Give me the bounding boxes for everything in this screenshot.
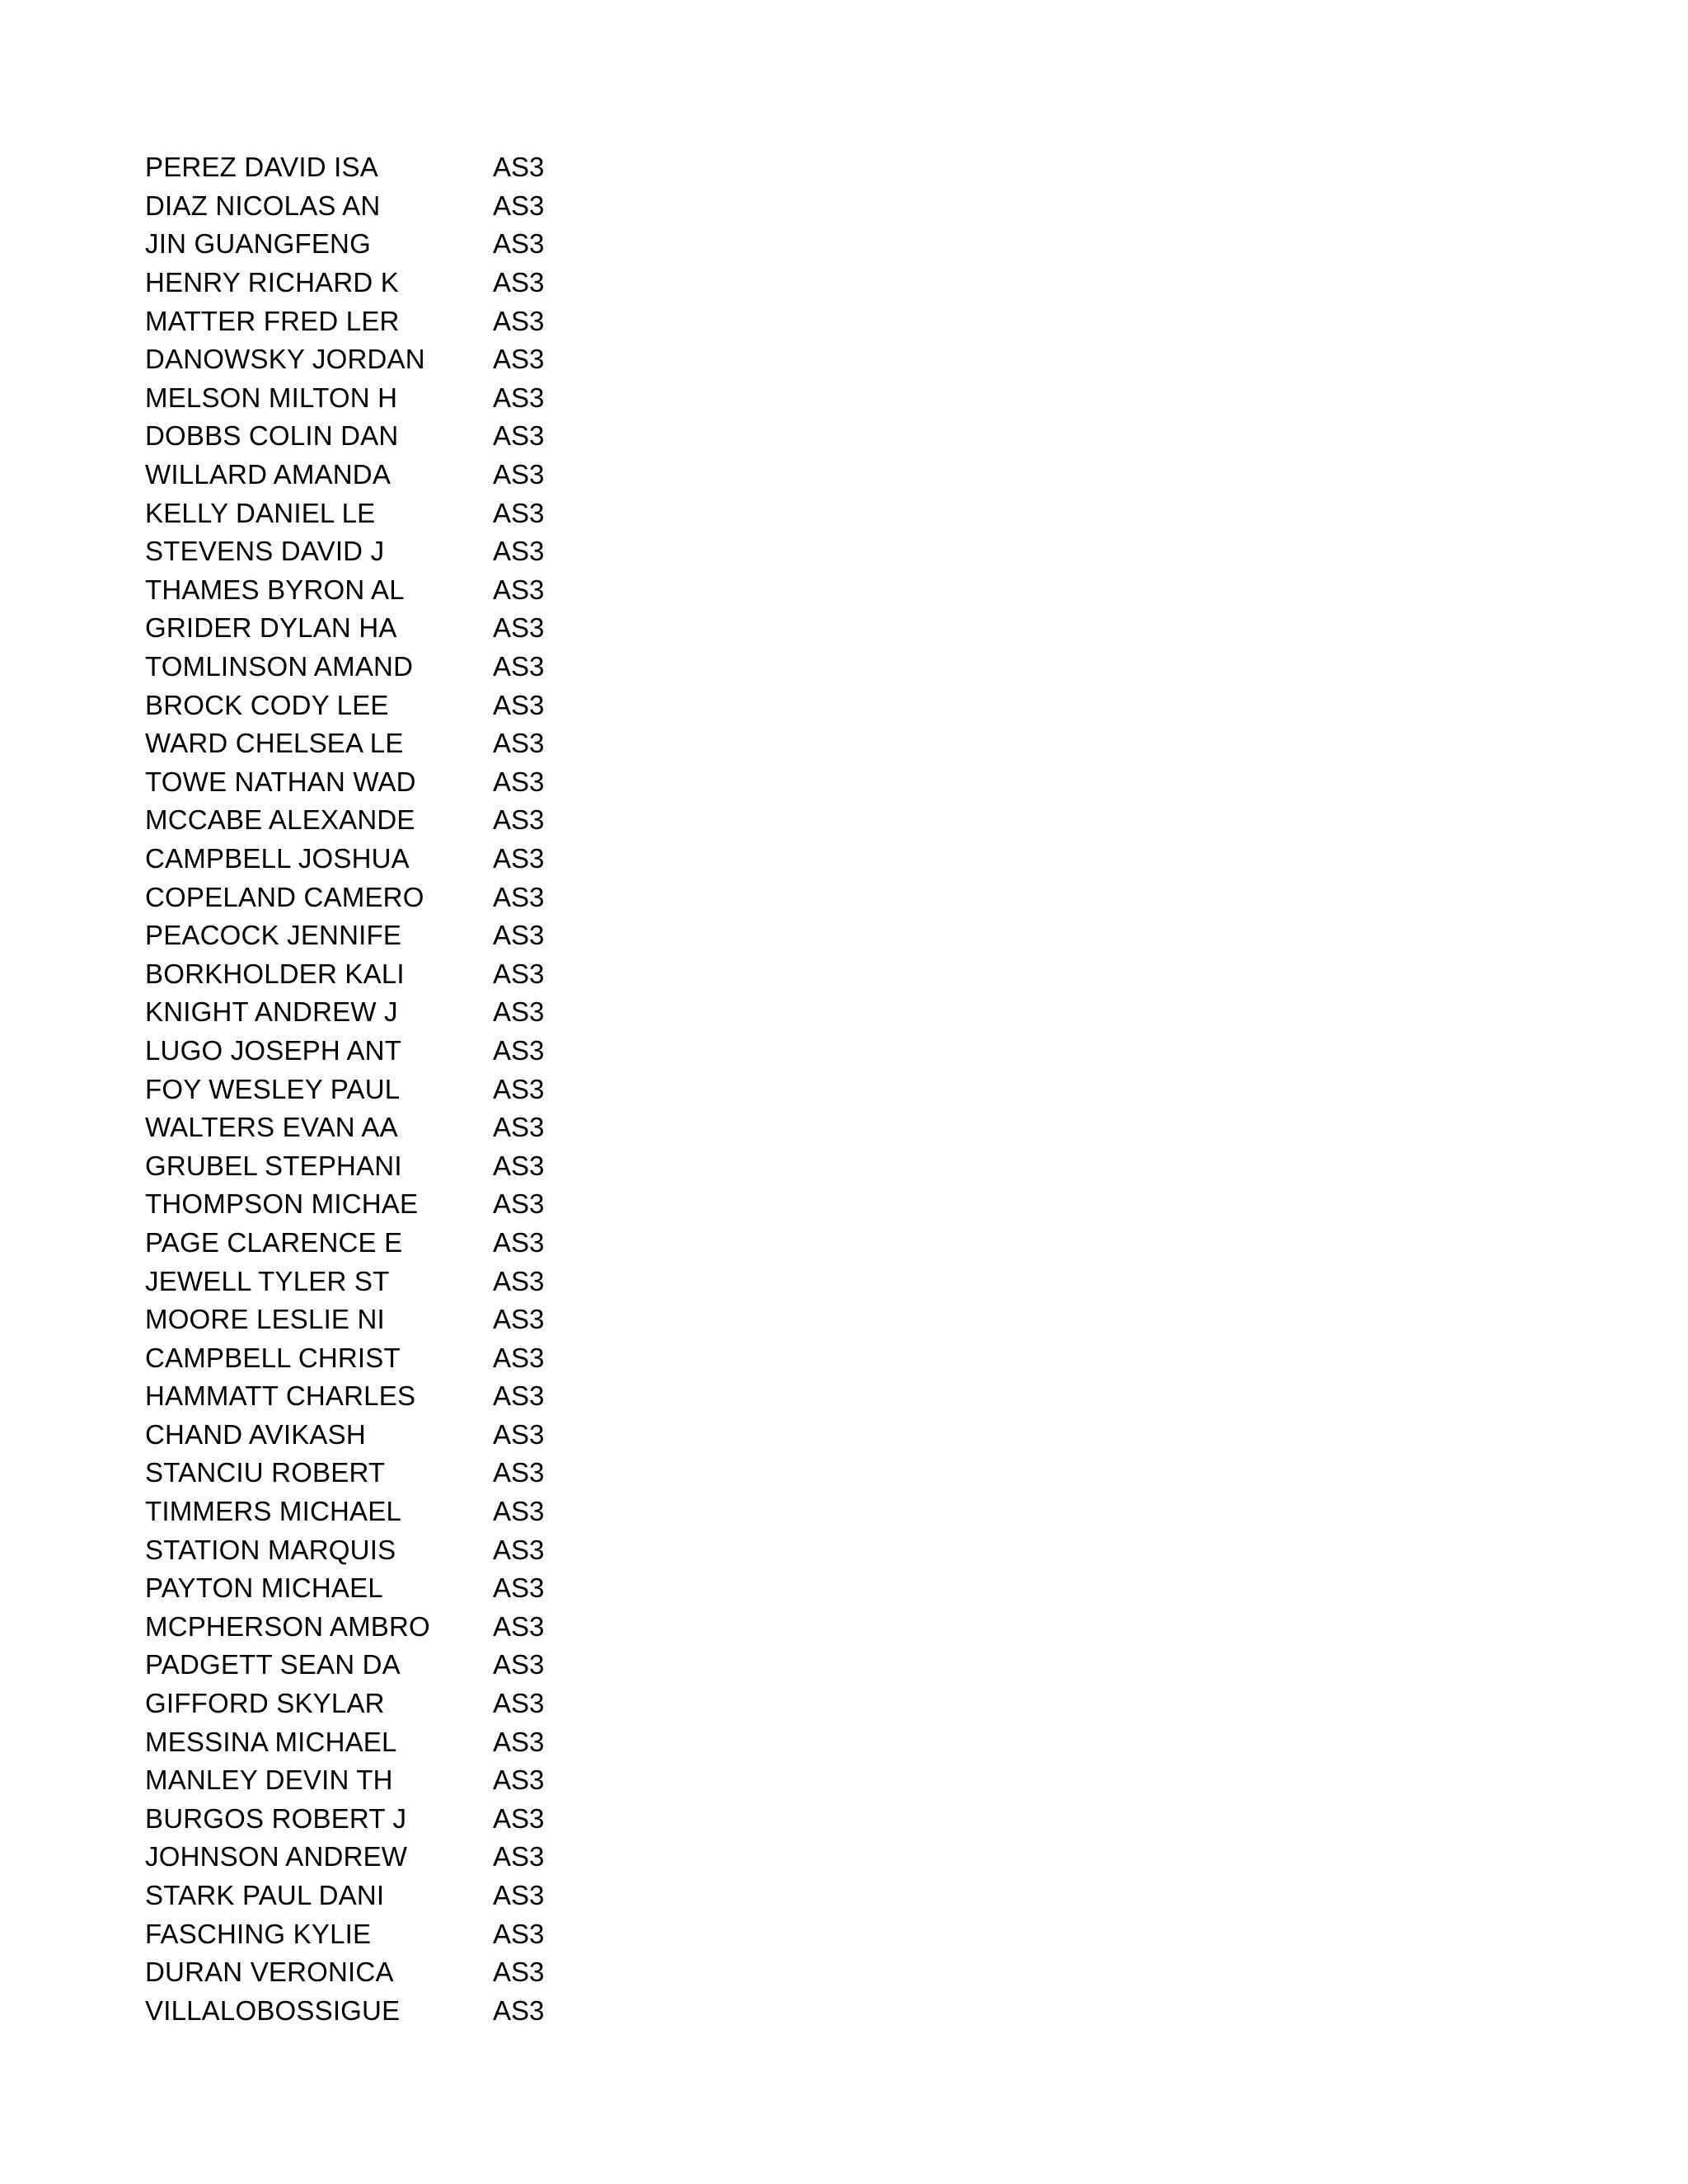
- roster-name: GRUBEL STEPHANI: [145, 1150, 402, 1181]
- roster-row: [145, 1262, 559, 1301]
- roster-code: AS3: [493, 1918, 545, 1949]
- roster-code: AS3: [493, 1572, 545, 1604]
- roster-name: STANCIU ROBERT: [145, 1457, 386, 1488]
- roster-name: GRIDER DYLAN HA: [145, 612, 397, 644]
- roster-name: WALTERS EVAN AA: [145, 1112, 398, 1143]
- roster-row: [145, 1722, 559, 1761]
- roster-code: AS3: [493, 190, 545, 221]
- roster-code: AS3: [493, 1610, 545, 1642]
- roster-code: AS3: [493, 766, 545, 797]
- roster-name: WILLARD AMANDA: [145, 459, 392, 490]
- roster-code: AS3: [493, 382, 545, 413]
- roster-name: TOWE NATHAN WAD: [145, 766, 416, 797]
- roster-name: DURAN VERONICA: [145, 1957, 394, 1988]
- roster-code: AS3: [493, 612, 545, 644]
- roster-name: LUGO JOSEPH ANT: [145, 1034, 402, 1066]
- roster-code: AS3: [493, 728, 545, 759]
- roster-row: [145, 1377, 559, 1416]
- roster-row: [145, 801, 559, 840]
- roster-code: AS3: [493, 1765, 545, 1796]
- roster-row: [145, 571, 559, 610]
- roster-row: [145, 1838, 559, 1877]
- roster-name: BURGOS ROBERT J: [145, 1802, 407, 1834]
- roster-row: [145, 1224, 559, 1263]
- roster-row: [145, 1301, 559, 1339]
- roster-name: PEACOCK JENNIFE: [145, 920, 402, 951]
- roster-row: [145, 1146, 559, 1185]
- roster-row: [145, 1646, 559, 1685]
- roster-name: JIN GUANGFENG: [145, 228, 371, 260]
- roster-name: MCCABE ALEXANDE: [145, 804, 415, 836]
- roster-name: JOHNSON ANDREW: [145, 1841, 408, 1872]
- roster-code: AS3: [493, 1957, 545, 1988]
- roster-code: AS3: [493, 1994, 545, 2026]
- roster-code: AS3: [493, 804, 545, 836]
- roster-name: BROCK CODY LEE: [145, 689, 389, 720]
- roster-code: AS3: [493, 996, 545, 1028]
- roster-code: AS3: [493, 689, 545, 720]
- roster-name: PEREZ DAVID ISA: [145, 152, 378, 183]
- roster-row: [145, 686, 559, 724]
- roster-name: GIFFORD SKYLAR: [145, 1688, 385, 1719]
- roster-name: STATION MARQUIS: [145, 1534, 396, 1565]
- roster-row: [145, 1108, 559, 1147]
- roster-name: THOMPSON MICHAE: [145, 1188, 419, 1220]
- roster-code: AS3: [493, 958, 545, 989]
- roster-name: DIAZ NICOLAS AN: [145, 190, 381, 221]
- roster-code: AS3: [493, 651, 545, 682]
- roster-row: [145, 1530, 559, 1569]
- roster-code: AS3: [493, 344, 545, 375]
- roster-row: [145, 993, 559, 1032]
- roster-row: [145, 1070, 559, 1108]
- roster-row: [145, 1185, 559, 1224]
- roster-name: CAMPBELL CHRIST: [145, 1342, 401, 1373]
- roster-name: COPELAND CAMERO: [145, 881, 424, 912]
- roster-row: [145, 954, 559, 993]
- roster-row: [145, 1338, 559, 1377]
- roster-list: [145, 148, 559, 2030]
- roster-name: TIMMERS MICHAEL: [145, 1496, 402, 1527]
- roster-row: [145, 648, 559, 687]
- roster-row: [145, 916, 559, 955]
- roster-code: AS3: [493, 1304, 545, 1335]
- roster-code: AS3: [493, 574, 545, 605]
- roster-code: AS3: [493, 497, 545, 528]
- roster-code: AS3: [493, 228, 545, 260]
- roster-row: [145, 417, 559, 456]
- roster-code: AS3: [493, 1496, 545, 1527]
- roster-row: [145, 494, 559, 532]
- roster-name: STEVENS DAVID J: [145, 536, 385, 567]
- roster-name: VILLALOBOSSIGUE: [145, 1994, 401, 2026]
- roster-name: MANLEY DEVIN TH: [145, 1765, 393, 1796]
- roster-code: AS3: [493, 1150, 545, 1181]
- roster-row: [145, 1761, 559, 1800]
- roster-row: [145, 532, 559, 571]
- roster-code: AS3: [493, 1226, 545, 1258]
- roster-row: [145, 1454, 559, 1493]
- roster-name: THAMES BYRON AL: [145, 574, 405, 605]
- roster-code: AS3: [493, 881, 545, 912]
- roster-row: [145, 609, 559, 648]
- roster-name: PADGETT SEAN DA: [145, 1649, 401, 1680]
- roster-name: BORKHOLDER KALI: [145, 958, 405, 989]
- roster-name: KNIGHT ANDREW J: [145, 996, 398, 1028]
- roster-name: FASCHING KYLIE: [145, 1918, 372, 1949]
- roster-name: CAMPBELL JOSHUA: [145, 842, 410, 874]
- roster-row: [145, 225, 559, 264]
- roster-row: [145, 763, 559, 802]
- roster-row: [145, 264, 559, 302]
- roster-code: AS3: [493, 420, 545, 452]
- roster-code: AS3: [493, 267, 545, 298]
- roster-code: AS3: [493, 152, 545, 183]
- roster-row: [145, 1416, 559, 1455]
- roster-name: HAMMATT CHARLES: [145, 1380, 416, 1412]
- roster-name: TOMLINSON AMAND: [145, 651, 414, 682]
- roster-name: KELLY DANIEL LE: [145, 497, 376, 528]
- roster-name: FOY WESLEY PAUL: [145, 1073, 401, 1104]
- roster-row: [145, 1877, 559, 1915]
- roster-name: HENRY RICHARD K: [145, 267, 400, 298]
- roster-code: AS3: [493, 1880, 545, 1911]
- roster-row: [145, 148, 559, 187]
- roster-code: AS3: [493, 1802, 545, 1834]
- roster-row: [145, 302, 559, 340]
- roster-name: MESSINA MICHAEL: [145, 1726, 397, 1757]
- roster-row: [145, 1800, 559, 1839]
- roster-code: AS3: [493, 1265, 545, 1296]
- roster-code: AS3: [493, 1188, 545, 1220]
- roster-row: [145, 187, 559, 226]
- roster-code: AS3: [493, 1073, 545, 1104]
- roster-name: MELSON MILTON H: [145, 382, 398, 413]
- roster-row: [145, 1992, 559, 2031]
- roster-code: AS3: [493, 1380, 545, 1412]
- roster-code: AS3: [493, 920, 545, 951]
- roster-code: AS3: [493, 1342, 545, 1373]
- roster-name: DANOWSKY JORDAN: [145, 344, 425, 375]
- roster-name: PAGE CLARENCE E: [145, 1226, 403, 1258]
- roster-code: AS3: [493, 536, 545, 567]
- roster-code: AS3: [493, 842, 545, 874]
- roster-code: AS3: [493, 1726, 545, 1757]
- roster-row: [145, 1493, 559, 1531]
- roster-row: [145, 724, 559, 763]
- roster-code: AS3: [493, 459, 545, 490]
- roster-name: JEWELL TYLER ST: [145, 1265, 390, 1296]
- roster-name: DOBBS COLIN DAN: [145, 420, 399, 452]
- roster-row: [145, 340, 559, 379]
- roster-code: AS3: [493, 1841, 545, 1872]
- roster-row: [145, 1953, 559, 1992]
- roster-code: AS3: [493, 1688, 545, 1719]
- roster-row: [145, 1915, 559, 1953]
- roster-code: AS3: [493, 1649, 545, 1680]
- roster-name: MATTER FRED LER: [145, 305, 400, 336]
- roster-row: [145, 456, 559, 494]
- roster-name: WARD CHELSEA LE: [145, 728, 404, 759]
- roster-code: AS3: [493, 1418, 545, 1450]
- roster-name: PAYTON MICHAEL: [145, 1572, 383, 1604]
- roster-row: [145, 1032, 559, 1071]
- roster-name: CHAND AVIKASH: [145, 1418, 366, 1450]
- roster-name: MOORE LESLIE NI: [145, 1304, 385, 1335]
- roster-name: MCPHERSON AMBRO: [145, 1610, 430, 1642]
- roster-name: STARK PAUL DANI: [145, 1880, 385, 1911]
- roster-row: [145, 379, 559, 418]
- roster-code: AS3: [493, 1534, 545, 1565]
- roster-row: [145, 878, 559, 916]
- roster-row: [145, 1685, 559, 1723]
- roster-row: [145, 840, 559, 879]
- roster-code: AS3: [493, 1112, 545, 1143]
- roster-row: [145, 1608, 559, 1647]
- roster-row: [145, 1569, 559, 1608]
- roster-code: AS3: [493, 1457, 545, 1488]
- roster-code: AS3: [493, 1034, 545, 1066]
- roster-code: AS3: [493, 305, 545, 336]
